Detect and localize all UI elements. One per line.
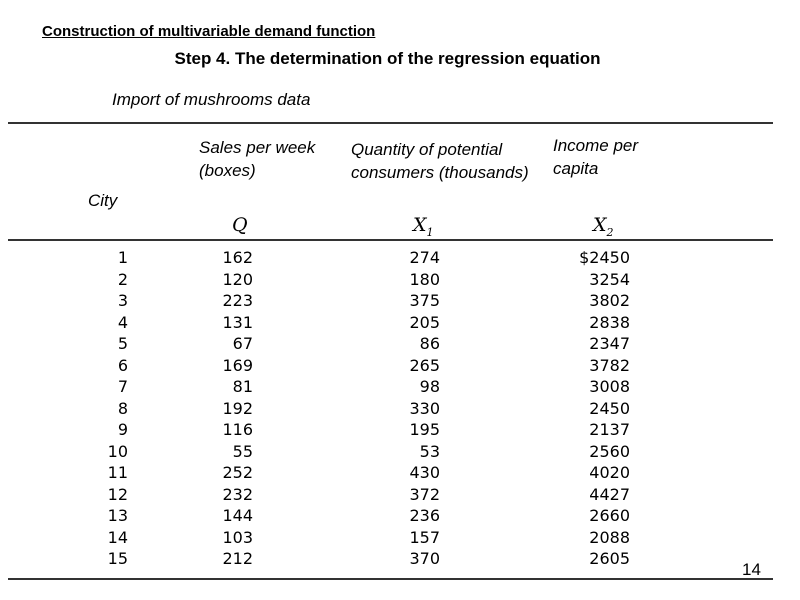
table-row — [0, 248, 800, 270]
cell-income: 2137 — [589, 420, 630, 439]
table-row — [0, 334, 800, 356]
symbol-income: $X_2$ — [593, 214, 614, 239]
cell-city: 13 — [107, 506, 128, 525]
cell-city: 4 — [117, 312, 128, 332]
cell-city: 11 — [107, 463, 128, 482]
table-top-rule — [8, 122, 773, 124]
cell-income: 2347 — [589, 334, 630, 353]
cell-quantity: 205 — [409, 312, 440, 332]
cell-income: $2450 — [579, 248, 630, 267]
section-title: Construction of multivariable demand function — [42, 23, 376, 40]
cell-quantity: 274 — [409, 248, 440, 267]
table-row — [0, 270, 800, 292]
cell-sales: 192 — [222, 398, 253, 418]
symbol-sales: Q — [232, 214, 248, 236]
cell-quantity: 370 — [409, 549, 440, 568]
cell-quantity: 157 — [409, 527, 440, 547]
cell-city: 1 — [117, 248, 128, 267]
cell-city: 8 — [117, 398, 128, 418]
cell-city: 14 — [107, 527, 128, 547]
cell-sales: 223 — [222, 291, 253, 310]
table-row — [0, 377, 800, 399]
cell-income: 2660 — [589, 506, 630, 525]
cell-income: 2450 — [589, 398, 630, 418]
cell-quantity: 53 — [419, 441, 440, 461]
cell-quantity: 180 — [409, 269, 440, 289]
step-title: Step 4. The determination of the regression equation — [174, 49, 601, 68]
cell-sales: 169 — [222, 355, 253, 375]
table-row — [0, 506, 800, 528]
cell-income: 3802 — [589, 291, 630, 310]
cell-income: 3008 — [589, 377, 630, 396]
cell-city: 5 — [117, 334, 128, 353]
table-row — [0, 528, 800, 550]
column-header-city: City — [88, 191, 118, 210]
cell-quantity: 98 — [419, 377, 440, 396]
cell-city: 9 — [117, 420, 128, 439]
cell-sales: 252 — [222, 463, 253, 482]
table-row — [0, 399, 800, 421]
cell-sales: 67 — [232, 334, 253, 353]
cell-sales: 144 — [222, 506, 253, 525]
cell-city: 2 — [117, 269, 128, 289]
table-row — [0, 442, 800, 464]
cell-sales: 131 — [222, 312, 253, 332]
table-row — [0, 485, 800, 507]
cell-quantity: 330 — [409, 398, 440, 418]
cell-city: 12 — [107, 484, 128, 504]
cell-sales: 103 — [222, 527, 253, 547]
cell-quantity: 236 — [409, 506, 440, 525]
cell-quantity: 195 — [409, 420, 440, 439]
cell-sales: 232 — [222, 484, 253, 504]
table-row — [0, 291, 800, 313]
table-row — [0, 463, 800, 485]
symbol-quantity: $X_1$ — [413, 214, 434, 239]
cell-income: 3254 — [589, 269, 630, 289]
cell-city: 15 — [107, 549, 128, 568]
cell-city: 7 — [117, 377, 128, 396]
cell-income: 2838 — [589, 312, 630, 332]
cell-income: 2605 — [589, 549, 630, 568]
cell-sales: 212 — [222, 549, 253, 568]
table-row — [0, 313, 800, 335]
column-header-income: Income per capita — [548, 134, 688, 206]
cell-quantity: 372 — [409, 484, 440, 504]
column-header-sales: Sales per week (boxes) — [193, 136, 319, 208]
column-header-quantity: Quantity of potential consumers (thousands) — [346, 138, 541, 208]
cell-city: 6 — [117, 355, 128, 375]
cell-sales: 116 — [222, 420, 253, 439]
cell-sales: 162 — [222, 248, 253, 267]
cell-quantity: 86 — [419, 334, 440, 353]
page-number: 14 — [742, 560, 761, 579]
cell-income: 3782 — [589, 355, 630, 375]
table-row — [0, 356, 800, 378]
cell-sales: 120 — [222, 269, 253, 289]
cell-city: 10 — [107, 441, 128, 461]
table-header-rule — [8, 239, 773, 241]
cell-quantity: 375 — [409, 291, 440, 310]
table-row — [0, 549, 800, 571]
cell-income: 4020 — [589, 463, 630, 482]
cell-income: 2560 — [589, 441, 630, 461]
table-row — [0, 420, 800, 442]
table-bottom-rule — [8, 578, 773, 580]
cell-sales: 81 — [232, 377, 253, 396]
cell-quantity: 430 — [409, 463, 440, 482]
cell-city: 3 — [117, 291, 128, 310]
subtitle: Import of mushrooms data — [112, 90, 311, 109]
cell-income: 2088 — [589, 527, 630, 547]
cell-sales: 55 — [232, 441, 253, 461]
cell-income: 4427 — [589, 484, 630, 504]
cell-quantity: 265 — [409, 355, 440, 375]
